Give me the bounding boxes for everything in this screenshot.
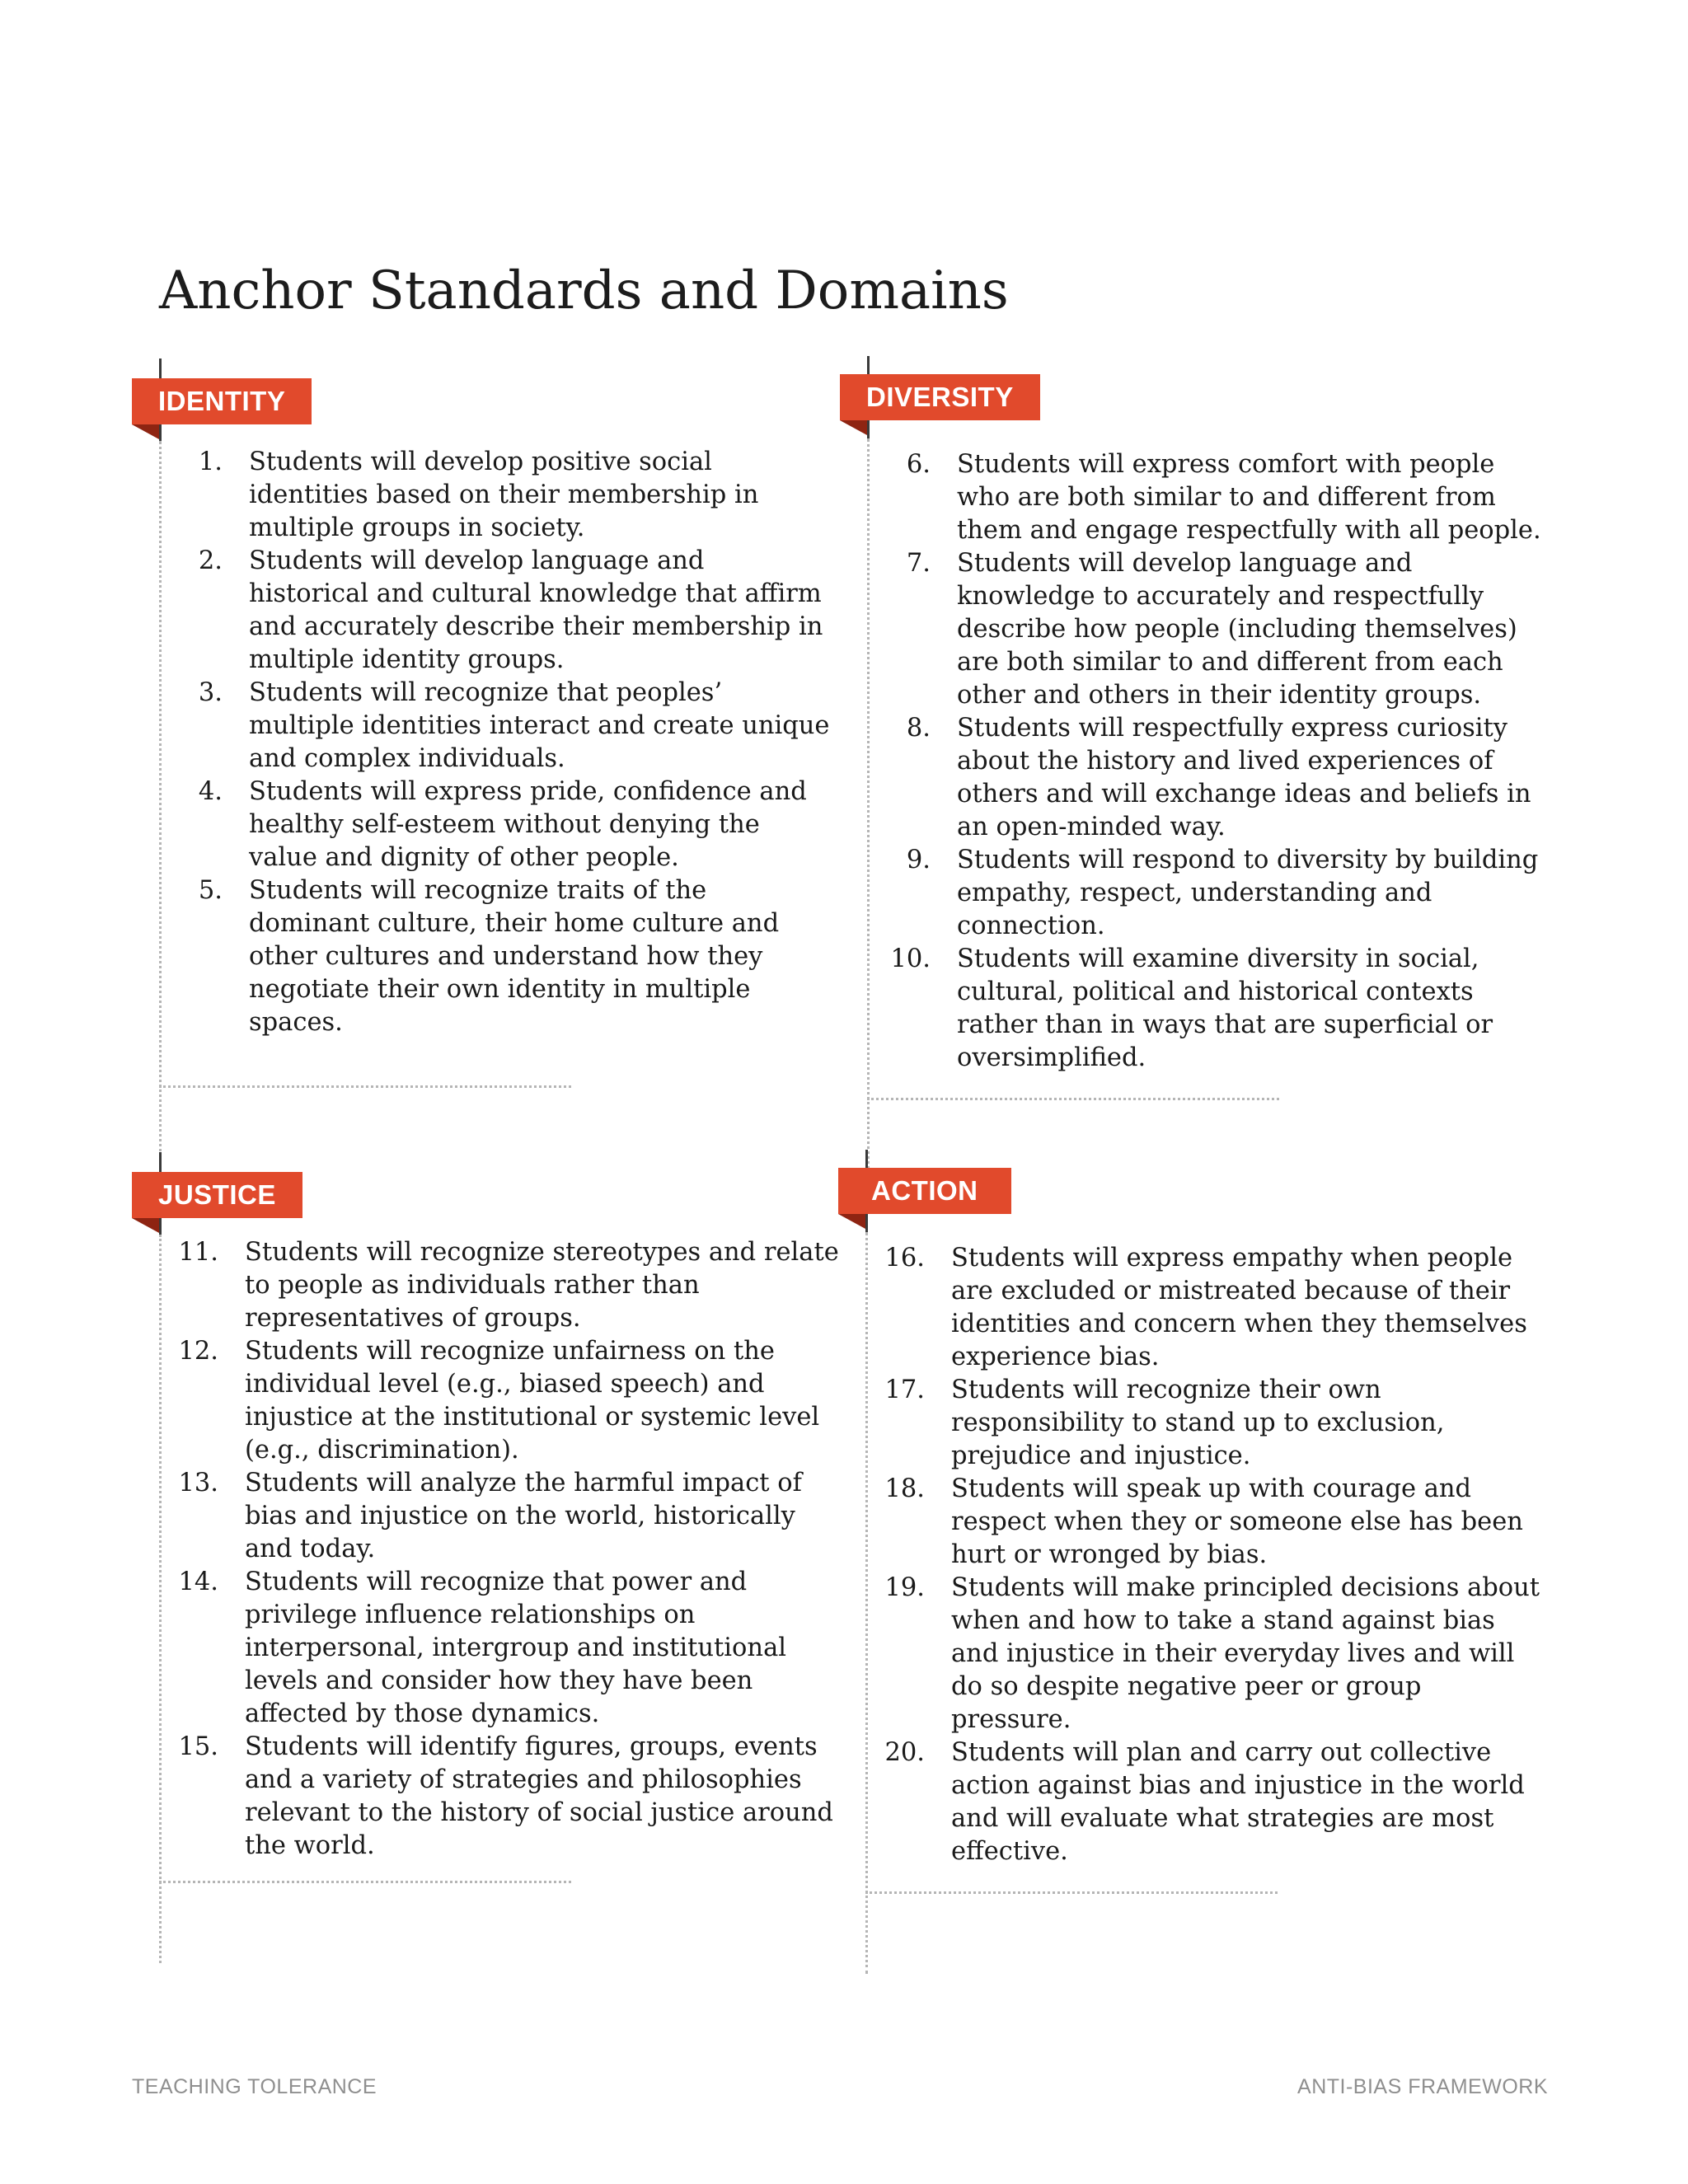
dotted-divider-vertical [867,438,870,1180]
footer-left: TEACHING TOLERANCE [132,2075,377,2098]
list-item: 15. Students will identify figures, groups, events and a variety of strategies and philosophies relevant to the history of social justice around the world. [178,1732,833,1860]
page-title: Anchor Standards and Domains [159,260,1009,321]
list-item: 9. Students will respond to diversity by building empathy, respect, understanding and connection. [906,846,1539,940]
list-item: 16. Students will express empathy when people are excluded or mistreated because of their identities and concern when they themselves experience bias. [884,1244,1527,1371]
list-item: 14. Students will recognize that power and privilege influence relationships on interpersonal, intergroup and institutional levels and consider how they have been affected by those dynamics. [178,1568,787,1728]
list-item: 13. Students will analyze the harmful impact of bias and injustice on the world, historically and today. [178,1469,802,1563]
dotted-divider-horizontal [159,1881,571,1883]
list-item: 7. Students will develop language and knowledge to accurately and respectfully describe how people (including themselves) are both similar to and different from each other and others in their identity groups. [906,549,1517,710]
list-item: 19. Students will make principled decisions about when and how to take a stand against bias and injustice in their everyday lives and will do so despite negative peer or group pressure. [884,1573,1540,1734]
list-item: 1. Students will develop positive social identities based on their membership in multiple groups in society. [198,448,759,542]
section-justice [158,1152,839,1894]
list-item: 17. Students will recognize their own responsibility to stand up to exclusion, prejudice and injustice. [884,1376,1445,1470]
section-diversity [867,356,1543,1106]
standards-list-diversity [879,448,1555,1075]
section-action [865,1150,1541,1900]
list-item: 2. Students will develop language and historical and cultural knowledge that affirm and accurately describe their membership in multiple identity groups. [198,546,823,674]
dotted-divider-horizontal [867,1098,1279,1100]
tab-fold [132,1218,159,1233]
tab-fold [132,424,159,439]
list-item: 12. Students will recognize unfairness on the individual level (e.g., biased speech) and injustice at the institutional or systemic level (e.g., discrimination). [178,1337,820,1465]
dotted-divider-horizontal [865,1891,1278,1894]
dotted-divider-vertical [159,1235,162,1963]
standards-list-justice [167,1236,839,1863]
dotted-divider-vertical [865,1232,868,1974]
dotted-divider-horizontal [159,1085,571,1088]
list-item: 20. Students will plan and carry out collective action against bias and injustice in the world and will evaluate what strategies are most effective. [884,1738,1525,1866]
list-item: 8. Students will respectfully express curiosity about the history and lived experiences of others and will exchange ideas and beliefs in an open-minded way. [906,714,1531,841]
tab-fold [838,1214,865,1229]
list-item: 5. Students will recognize traits of the dominant culture, their home culture and other cultures and understand how they negotiate their own identity in multiple spaces. [198,876,780,1037]
standards-list-action [874,1242,1545,1868]
list-item: 4. Students will express pride, confidence and healthy self-esteem without denying the value and dignity of other people. [198,777,807,872]
domain-tab-justice: JUSTICE [132,1172,302,1218]
list-item: 10. Students will examine diversity in social, cultural, political and historical contexts rather than in ways that are superficial or oversimplified. [890,944,1493,1072]
standards-list-identity [171,446,831,1039]
domain-tab-action: ACTION [838,1168,1011,1214]
tab-fold [840,420,867,435]
section-identity [159,359,835,1100]
list-item: 11. Students will recognize stereotypes and relate to people as individuals rather than representatives of groups. [178,1238,839,1333]
domain-tab-diversity: DIVERSITY [840,374,1040,420]
footer-right: ANTI-BIAS FRAMEWORK [1297,2075,1548,2098]
list-item: 3. Students will recognize that peoples’ multiple identities interact and create unique and complex individuals. [198,678,830,773]
dotted-divider-vertical [159,441,162,1168]
list-item: 18. Students will speak up with courage and respect when they or someone else has been hurt or wronged by bias. [884,1474,1523,1569]
list-item: 6. Students will express comfort with people who are both similar to and different from them and engage respectfully with all people. [906,450,1541,545]
domain-tab-identity: IDENTITY [132,378,312,424]
